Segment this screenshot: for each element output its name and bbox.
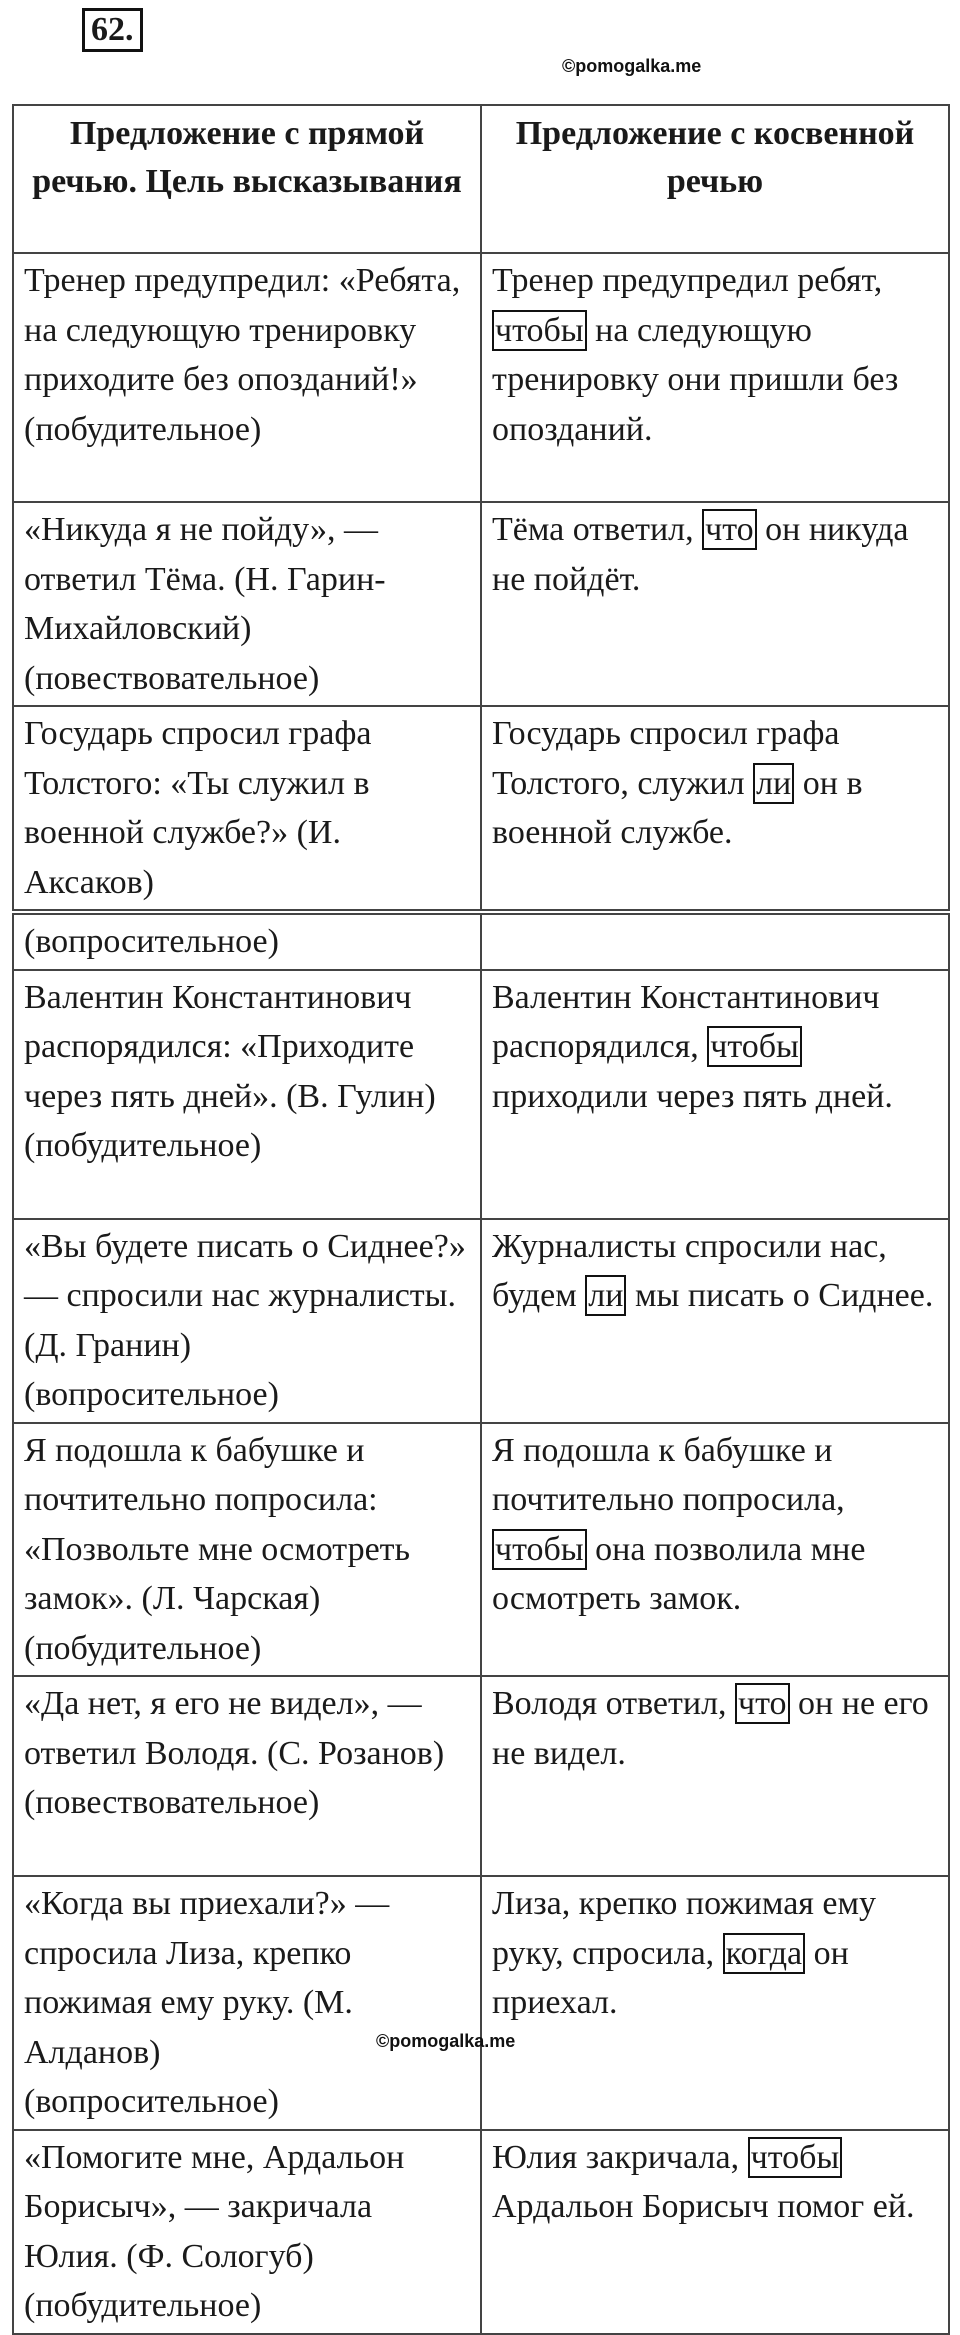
conjunction-box: чтобы (492, 310, 587, 351)
indirect-text: мы писать о Сиднее. (626, 1277, 934, 1314)
table-row (13, 253, 949, 502)
indirect-speech-cell (481, 1676, 949, 1876)
conjunction-box: чтобы (707, 1026, 802, 1067)
indirect-speech-cell (481, 706, 949, 910)
table-row (13, 1876, 949, 2130)
conjunction-box: когда (723, 1933, 805, 1974)
indirect-text: Ардальон Борисыч помог ей. (492, 2188, 915, 2225)
indirect-text: Тёма ответил, (492, 511, 703, 548)
table-row (13, 2130, 949, 2334)
indirect-speech-cell (481, 1876, 949, 2130)
conjunction-box: что (702, 509, 757, 550)
direct-speech-cell (13, 1676, 481, 1876)
sentences-table-part-2 (12, 913, 950, 2335)
indirect-speech-cell (481, 1219, 949, 1423)
indirect-text: Журналисты спросили нас, будем (492, 1227, 887, 1314)
watermark-middle: ©pomogalka.me (376, 2031, 516, 2051)
direct-speech-cell (13, 914, 481, 970)
conjunction-box: что (735, 1683, 790, 1724)
direct-sentence: «Да нет, я его не видел», — ответил Володя. (С. Розанов) (24, 1685, 445, 1772)
purpose-label: (вопросительное) (24, 2083, 279, 2120)
indirect-text: он приехал. (492, 1934, 849, 2021)
purpose-label: (повествовательное) (24, 1784, 320, 1821)
table-row (13, 914, 949, 970)
indirect-speech-cell (481, 502, 949, 706)
direct-sentence: «Вы будете писать о Сиднее?» — спросили нас журналисты. (Д. Гранин) (24, 1227, 466, 1364)
table-row (13, 706, 949, 910)
indirect-text: она позволила мне осмотреть замок. (492, 1530, 866, 1617)
purpose-label: (побудительное) (24, 1629, 262, 1667)
task-number: 62. (82, 8, 143, 52)
table-row (13, 970, 949, 1219)
table-row (13, 1423, 949, 1677)
direct-speech-cell (13, 502, 481, 706)
conjunction-box: чтобы (748, 2137, 843, 2178)
direct-sentence: «Никуда я не пойду», — ответил Тёма. (Н. Гарин-Михайловский) (24, 511, 386, 647)
direct-sentence: Валентин Константинович распорядился: «Приходите через пять дней». (В. Гулин) (24, 978, 436, 1115)
indirect-speech-cell (481, 1423, 949, 1677)
indirect-text: Я подошла к бабушке и почтительно попросила, (492, 1431, 845, 1518)
indirect-text: Володя ответил, (492, 1685, 736, 1722)
indirect-speech-cell (481, 970, 949, 1219)
indirect-text: он никуда не пойдёт. (492, 511, 909, 598)
sentences-table-part-1 (12, 104, 950, 911)
indirect-text: Юлия закричала, (492, 2138, 748, 2176)
indirect-speech-cell (481, 914, 949, 970)
indirect-text: Тренер предупредил ребят, (492, 262, 883, 299)
header-indirect-speech: Предложение с косвенной речью (481, 105, 949, 253)
purpose-label: (побудительное) (24, 2287, 262, 2324)
purpose-label: (повествовательное) (24, 659, 320, 697)
indirect-text: приходили через пять дней. (492, 1077, 893, 1115)
conjunction-box: ли (753, 763, 794, 804)
conjunction-box: ли (585, 1275, 626, 1316)
direct-sentence: «Помогите мне, Ардальон Борисыч», — закричала Юлия. (Ф. Сологуб) (24, 2138, 405, 2275)
direct-sentence: «Когда вы приехали?» — спросила Лиза, крепко пожимая ему руку. (М. Алданов) (24, 1885, 390, 2071)
indirect-text: Валентин Константинович распорядился, (492, 978, 880, 1065)
direct-speech-cell (13, 970, 481, 1219)
purpose-label: (побудительное) (24, 1127, 262, 1164)
indirect-text: он не его не видел. (492, 1685, 929, 1772)
direct-speech-cell (13, 1219, 481, 1423)
indirect-text: на следующую тренировку они пришли без опозданий. (492, 311, 899, 448)
indirect-text: Лиза, крепко пожимая ему руку, спросила, (492, 1885, 877, 1972)
direct-speech-cell (13, 706, 481, 910)
indirect-text: Государь спросил графа Толстого, служил (492, 715, 840, 802)
direct-sentence: Тренер предупредил: «Ребята, на следующую тренировку приходите без опозданий!» (24, 262, 461, 398)
purpose-label: (побудительное) (24, 410, 262, 448)
direct-speech-cell (13, 1423, 481, 1677)
indirect-text: он в военной службе. (492, 764, 863, 851)
table-row (13, 1676, 949, 1876)
indirect-speech-cell (481, 2130, 949, 2334)
watermark-top: ©pomogalka.me (562, 56, 702, 76)
table-header-row (13, 105, 949, 253)
conjunction-box: чтобы (492, 1529, 587, 1570)
direct-speech-cell (13, 253, 481, 502)
table-row (13, 502, 949, 706)
direct-speech-cell (13, 2130, 481, 2334)
direct-sentence: Я подошла к бабушке и почтительно попросила: «Позвольте мне осмотреть замок». (Л. Чарская) (24, 1431, 411, 1617)
table-row (13, 1219, 949, 1423)
header-direct-speech: Предложение с прямой речью. Цель высказывания (13, 105, 481, 253)
purpose-label: (вопросительное) (24, 1376, 279, 1413)
direct-sentence: Государь спросил графа Толстого: «Ты служил в военной службе?» (И. Аксаков) (24, 715, 372, 901)
purpose-label: (вопросительное) (24, 923, 279, 960)
indirect-speech-cell (481, 253, 949, 502)
direct-speech-cell (13, 1876, 481, 2130)
